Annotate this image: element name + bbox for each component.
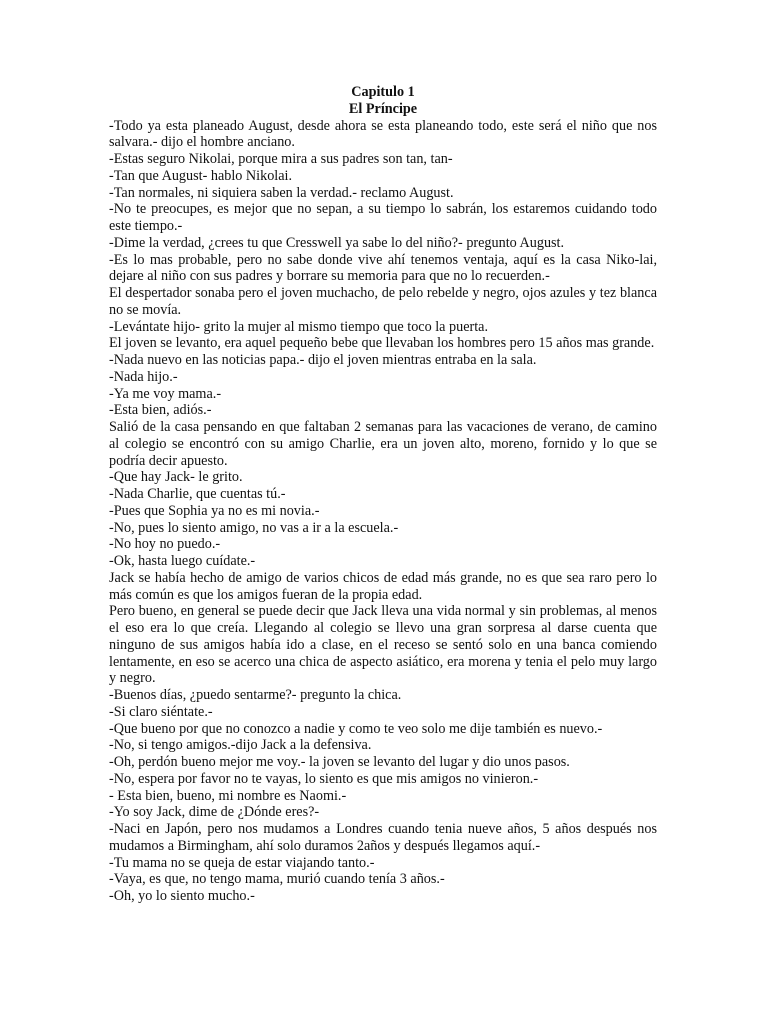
paragraph: -Nada nuevo en las noticias papa.- dijo el joven mientras entraba en la sala. (109, 352, 537, 368)
paragraph: -Nada Charlie, que cuentas tú.- (109, 486, 286, 502)
paragraph: Pero bueno, en general se puede decir que Jack lleva una vida normal y sin problemas, al menos el eso era lo que creía. Llegando al colegio se llevo una gran sorpresa al darse cuenta que ninguno de sus amigos había ido a clase, en el receso se sentó solo en una banca comiendo lentamente, en eso se acerco una chica de aspecto asiático, era morena y tenia el pelo muy largo y negro. (109, 603, 657, 687)
paragraph: -No, espera por favor no te vayas, lo siento es que mis amigos no vinieron.- (109, 770, 539, 787)
paragraph: -Estas seguro Nikolai, porque mira a sus padres son tan, tan- (109, 151, 453, 167)
document-page (109, 84, 657, 905)
paragraph: -Si claro siéntate.- (109, 703, 213, 720)
paragraph: -Es lo mas probable, pero no sabe donde vive ahí tenemos ventaja, aquí es la casa Niko-lai, dejare al niño con sus padres y borrare su memoria para que no lo recuerden.- (109, 251, 657, 285)
paragraph: -Tu mama no se queja de estar viajando tanto.- (109, 854, 375, 871)
paragraph: -No, si tengo amigos.-dijo Jack a la defensiva. (109, 737, 372, 754)
paragraph: Jack se había hecho de amigo de varios chicos de edad más grande, no es que sea raro pero lo más común es que los amigos fueran de la propia edad. (109, 569, 657, 603)
paragraph: -Tan que August- hablo Nikolai. (109, 167, 293, 184)
paragraph: -No hoy no puedo.- (109, 536, 221, 553)
paragraph: El joven se levanto, era aquel pequeño bebe que llevaban los hombres pero 15 años mas grande. (109, 335, 655, 352)
paragraph: -No te preocupes, es mejor que no sepan, a su tiempo lo sabrán, los estaremos cuidando todo este tiempo.- (109, 201, 657, 234)
chapter-title: El Príncipe (348, 100, 418, 117)
paragraph: -Que hay Jack- le grito. (109, 469, 243, 486)
paragraph: -Ya me voy mama.- (109, 385, 222, 402)
paragraph: -Oh, perdón bueno mejor me voy.- la joven se levanto del lugar y dio unos pasos. (109, 754, 570, 770)
paragraph: -Tan normales, ni siquiera saben la verdad.- reclamo August. (109, 184, 454, 201)
paragraph: -Que bueno por que no conozco a nadie y como te veo solo me dije también es nuevo.- (109, 720, 603, 737)
paragraph: - Esta bien, bueno, mi nombre es Naomi.- (109, 787, 347, 804)
paragraph: -Yo soy Jack, dime de ¿Dónde eres?- (109, 804, 320, 821)
paragraph: -Oh, yo lo siento mucho.- (109, 888, 255, 904)
paragraph: -Ok, hasta luego cuídate.- (109, 553, 256, 569)
paragraph: -Esta bien, adiós.- (109, 402, 212, 419)
paragraph: -Pues que Sophia ya no es mi novia.- (109, 502, 320, 519)
paragraph: El despertador sonaba pero el joven muchacho, de pelo rebelde y negro, ojos azules y tez blanca no se movía. (109, 285, 657, 318)
paragraph: -Buenos días, ¿puedo sentarme?- pregunto la chica. (109, 687, 402, 703)
document-body (109, 118, 657, 905)
paragraph: -Levántate hijo- grito la mujer al mismo tiempo que toco la puerta. (109, 318, 489, 335)
paragraph: -Todo ya esta planeado August, desde ahora se esta planeando todo, este será el niño que nos salvara.- dijo el hombre anciano. (109, 117, 657, 151)
paragraph: -Nada hijo.- (109, 368, 178, 385)
chapter-heading: Capitulo 1 (351, 84, 415, 100)
paragraph: -Naci en Japón, pero nos mudamos a Londres cuando tenia nueve años, 5 años después nos mudamos a Birmingham, ahí solo duramos 2años y después llegamos aquí.- (109, 821, 657, 854)
paragraph: -No, pues lo siento amigo, no vas a ir a la escuela.- (109, 519, 399, 536)
paragraph: -Vaya, es que, no tengo mama, murió cuando tenía 3 años.- (109, 871, 445, 888)
paragraph: Salió de la casa pensando en que faltaban 2 semanas para las vacaciones de verano, de camino al colegio se encontró con su amigo Charlie, era un joven alto, moreno, fornido y lo que se podría decir apuesto. (109, 419, 657, 469)
paragraph: -Dime la verdad, ¿crees tu que Cresswell ya sabe lo del niño?- pregunto August. (109, 234, 565, 251)
